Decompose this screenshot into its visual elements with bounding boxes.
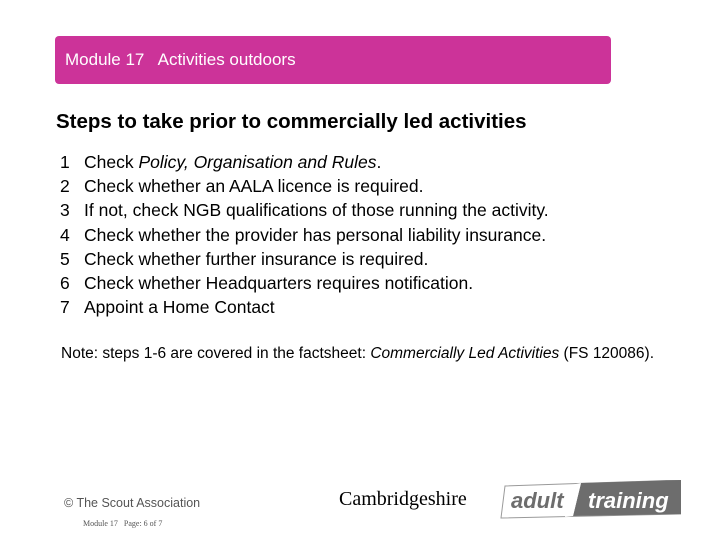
step-number: 4	[60, 224, 70, 245]
page-number: Module 17 Page: 6 of 7	[83, 519, 163, 528]
step-number: 3	[60, 200, 70, 221]
header-title: Module 17 Activities outdoors	[65, 50, 296, 69]
factsheet-title: Commercially Led Activities	[370, 345, 560, 362]
copyright-text: © The Scout Association	[64, 496, 201, 510]
step-text: Check whether the provider has personal liability insurance.	[84, 224, 547, 245]
slide-heading: Steps to take prior to commercially led activities	[56, 110, 527, 133]
step-number: 7	[60, 297, 70, 318]
list-item	[60, 247, 549, 271]
step-text: Check whether an AALA licence is required.	[84, 176, 424, 197]
step-text: Check whether Headquarters requires notification.	[84, 273, 474, 294]
steps-list	[60, 150, 549, 319]
step-number: 5	[60, 248, 70, 269]
step-text: If not, check NGB qualifications of those running the activity.	[84, 200, 549, 221]
step-number: 6	[60, 273, 70, 294]
logo-word-adult: adult	[511, 488, 564, 513]
factsheet-note: Note: steps 1-6 are covered in the factsheet: Commercially Led Activities (FS 120086).	[61, 345, 655, 362]
header-bar	[55, 36, 611, 84]
step-text: Check whether further insurance is required.	[84, 248, 429, 269]
list-item	[60, 223, 549, 247]
step-text: Appoint a Home Contact	[84, 297, 275, 318]
list-item	[60, 271, 549, 295]
list-item	[60, 174, 549, 198]
list-item	[60, 295, 549, 319]
county-name: Cambridgeshire	[339, 488, 467, 510]
step-number: 1	[60, 152, 70, 172]
logo-word-training: training	[588, 488, 669, 513]
list-item	[60, 198, 549, 222]
list-item	[60, 150, 549, 174]
step-text: Check Policy, Organisation and Rules.	[84, 152, 382, 172]
step-number: 2	[60, 176, 70, 197]
adult-training-logo	[495, 480, 681, 520]
